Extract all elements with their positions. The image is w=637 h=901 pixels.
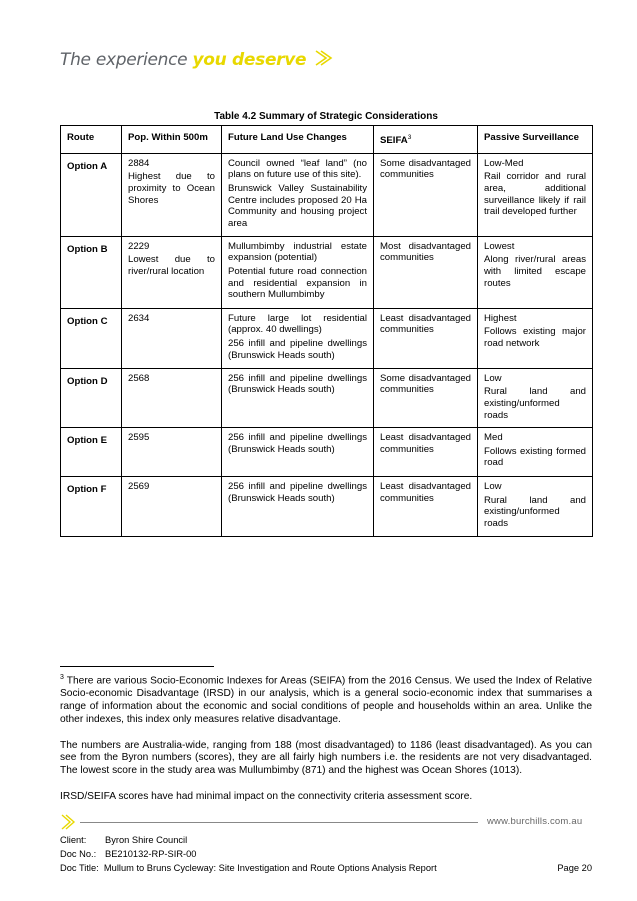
strategic-considerations-table xyxy=(60,125,593,537)
surveillance-cell xyxy=(478,368,593,427)
surveillance-cell xyxy=(478,153,593,236)
table-row xyxy=(61,477,593,536)
route-cell: Option D xyxy=(61,368,122,427)
surveillance-note: Follows existing formed road xyxy=(484,445,586,469)
footer-divider xyxy=(80,822,478,823)
footnotes xyxy=(60,672,592,817)
surveillance-note: Rural land and existing/unformed roads xyxy=(484,494,586,529)
land-use-item: 256 infill and pipeline dwellings (Brunswick Heads south) xyxy=(228,372,367,396)
header-pop: Pop. Within 500m xyxy=(122,126,222,154)
pop-note: Lowest due to river/rural location xyxy=(128,254,215,277)
header-seifa xyxy=(374,126,478,154)
table-row xyxy=(61,153,593,236)
surveillance-level: Low-Med xyxy=(484,157,524,169)
pop-note: Highest due to proximity to Ocean Shores xyxy=(128,171,215,206)
surveillance-level: Lowest xyxy=(484,240,515,252)
doc-no-label: Doc No.: xyxy=(60,849,97,859)
logo-text-part2: you deserve xyxy=(192,50,307,70)
pop-cell xyxy=(122,428,222,477)
surveillance-cell xyxy=(478,477,593,536)
pop-value: 2884 xyxy=(128,157,150,169)
seifa-value: Some disadvantaged communities xyxy=(380,157,471,181)
doc-title-label: Doc Title: xyxy=(60,863,99,873)
land-use-cell xyxy=(222,308,374,368)
land-use-item: Future large lot residential (approx. 40 dwellings) xyxy=(228,312,367,336)
surveillance-cell xyxy=(478,308,593,368)
header-surveillance: Passive Surveillance xyxy=(478,126,593,154)
surveillance-level: Low xyxy=(484,372,502,384)
land-use-item: 256 infill and pipeline dwellings (Brunswick Heads south) xyxy=(228,432,367,455)
pop-cell xyxy=(122,368,222,427)
land-use-item: 256 infill and pipeline dwellings (Brunswick Heads south) xyxy=(228,337,367,361)
client-value: Byron Shire Council xyxy=(105,835,188,845)
seifa-cell xyxy=(374,428,478,477)
footnote-paragraph xyxy=(60,672,592,727)
pop-cell xyxy=(122,153,222,236)
pop-cell xyxy=(122,236,222,308)
surveillance-cell xyxy=(478,236,593,308)
route-cell: Option E xyxy=(61,428,122,477)
route-cell: Option C xyxy=(61,308,122,368)
land-use-item: Mullumbimby industrial estate expansion (potential) xyxy=(228,240,367,264)
website-link[interactable]: www.burchills.com.au xyxy=(487,816,583,827)
doc-no-value: BE210132-RP-SIR-00 xyxy=(105,849,197,859)
pop-value: 2634 xyxy=(128,312,150,324)
seifa-value: Some disadvantaged communities xyxy=(380,372,471,396)
table-row xyxy=(61,428,593,477)
table-caption: Table 4.2 Summary of Strategic Considerations xyxy=(214,111,438,122)
land-use-cell xyxy=(222,428,374,477)
pop-value: 2569 xyxy=(128,481,150,493)
land-use-cell xyxy=(222,368,374,427)
page-number: Page 20 xyxy=(557,863,592,873)
table-row xyxy=(61,308,593,368)
pop-value: 2229 xyxy=(128,240,150,252)
header-route: Route xyxy=(61,126,122,154)
pop-value: 2568 xyxy=(128,372,150,384)
route-cell: Option F xyxy=(61,477,122,536)
footnote-text: There are various Socio-Economic Indexes for Areas (SEIFA) from the 2016 Census. We used the Index of Relative Socio-economic Disadvantage (IRSD) in our analysis, which is a general socio-economic index that summarises a range of information about the economic and social conditions of people and households within an area. Unlike the other indexes, this index only measures relative disadvantage. xyxy=(60,675,592,725)
seifa-value: Least disadvantaged communities xyxy=(380,481,471,504)
client-label: Client: xyxy=(60,835,87,845)
seifa-cell xyxy=(374,236,478,308)
chevron-double-right-icon xyxy=(313,48,333,68)
document-info xyxy=(60,833,592,875)
seifa-cell xyxy=(374,308,478,368)
surveillance-note: Rail corridor and rural area, additional surveillance likely if rail trail developed further xyxy=(484,171,586,218)
footnote-paragraph: IRSD/SEIFA scores have had minimal impact on the connectivity criteria assessment score. xyxy=(60,790,473,802)
table-row xyxy=(61,368,593,427)
land-use-item: Council owned “leaf land” (no plans on future use of this site). xyxy=(228,157,367,181)
surveillance-note: Along river/rural areas with limited escape routes xyxy=(484,254,586,289)
surveillance-level: Low xyxy=(484,481,502,493)
surveillance-level: Highest xyxy=(484,312,517,324)
header-land-use: Future Land Use Changes xyxy=(222,126,374,154)
seifa-value: Least disadvantaged communities xyxy=(380,312,471,336)
land-use-item: Brunswick Valley Sustainability Centre includes proposed 20 Ha Community and housing project area xyxy=(228,182,367,229)
surveillance-note: Rural land and existing/unformed roads xyxy=(484,386,586,421)
surveillance-cell xyxy=(478,428,593,477)
footnote-paragraph: The numbers are Australia-wide, ranging from 188 (most disadvantaged) to 1186 (least disadvantaged). As you can see from the Byron numbers (scores), they are all fairly high numbers i.e. the residents are not very disadvantaged. The lowest score in the study area was Mullumbimby (871) and the highest was Ocean Shores (1013). xyxy=(60,739,592,777)
pop-value: 2595 xyxy=(128,432,150,444)
table-row xyxy=(61,236,593,308)
land-use-cell xyxy=(222,153,374,236)
land-use-cell xyxy=(222,477,374,536)
footer-chevron-icon xyxy=(60,813,78,831)
doc-title-row xyxy=(60,861,592,875)
seifa-cell xyxy=(374,368,478,427)
route-cell: Option A xyxy=(61,153,122,236)
surveillance-note: Follows existing major road network xyxy=(484,326,586,349)
land-use-cell xyxy=(222,236,374,308)
doc-title-value: Mullum to Bruns Cycleway: Site Investigation and Route Options Analysis Report xyxy=(103,863,437,873)
pop-cell xyxy=(122,308,222,368)
doc-no-row xyxy=(60,847,592,861)
company-logo xyxy=(60,48,333,72)
header-seifa-label: SEIFA xyxy=(380,135,408,147)
land-use-item: 256 infill and pipeline dwellings (Brunswick Heads south) xyxy=(228,481,367,504)
client-row xyxy=(60,833,592,847)
seifa-value: Least disadvantaged communities xyxy=(380,432,471,455)
pop-cell xyxy=(122,477,222,536)
land-use-item: Potential future road connection and residential expansion in southern Mullumbimby xyxy=(228,265,367,301)
route-cell: Option B xyxy=(61,236,122,308)
seifa-value: Most disadvantaged communities xyxy=(380,240,471,264)
logo-text-part1: The experience xyxy=(60,50,188,70)
seifa-cell xyxy=(374,477,478,536)
footnote-number: 3 xyxy=(60,674,64,681)
seifa-cell xyxy=(374,153,478,236)
footnote-divider xyxy=(60,666,214,667)
surveillance-level: Med xyxy=(484,432,503,444)
table-header-row xyxy=(61,126,593,154)
footnote-ref: 3 xyxy=(407,134,412,141)
